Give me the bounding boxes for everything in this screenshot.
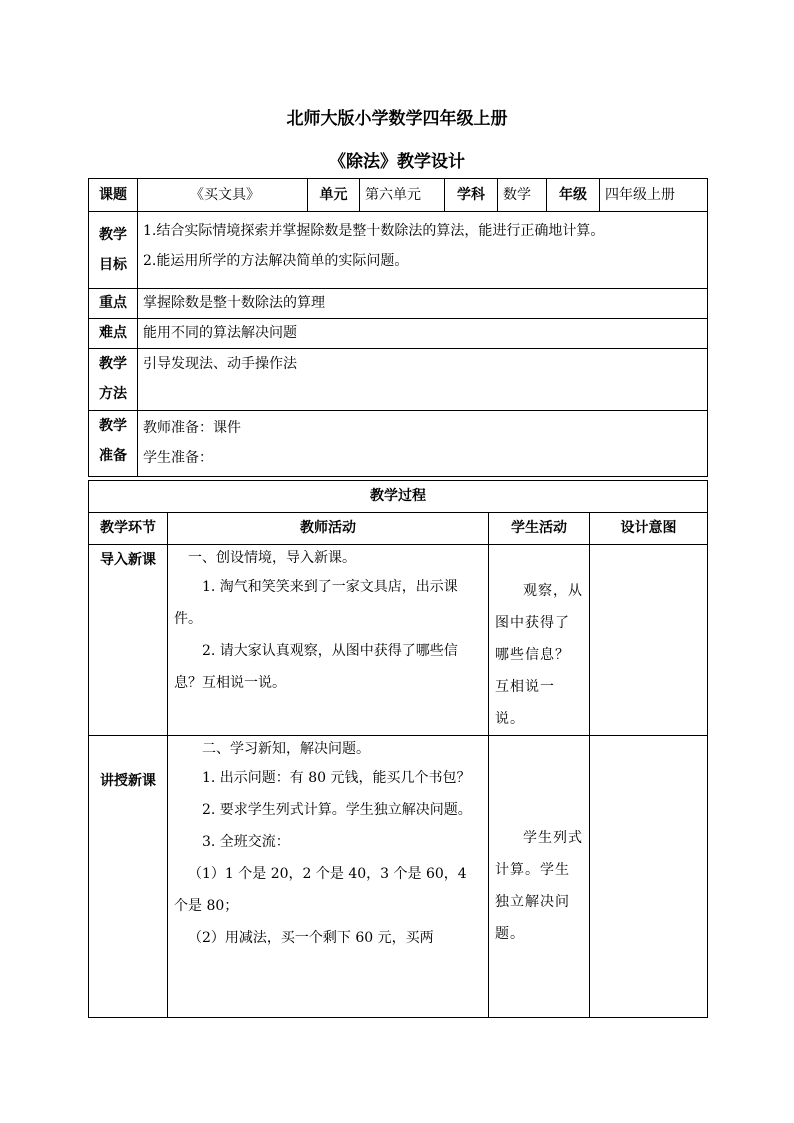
document-title: 北师大版小学数学四年级上册: [286, 109, 508, 129]
topic-label: 课题: [89, 179, 138, 212]
difficulty-value: 能用不同的算法解决问题: [138, 319, 708, 349]
difficulty-label: 难点: [89, 319, 138, 349]
teacher-line: 3. 全班交流：: [202, 834, 290, 850]
student-preparation: 学生准备：: [143, 450, 213, 466]
teaching-process-table: [88, 480, 708, 1018]
preparation-label-line1: 教学: [99, 418, 127, 434]
teacher-activity-new-lesson: [168, 736, 489, 1018]
design-intent-intro: [590, 545, 708, 736]
process-row: [89, 736, 708, 1018]
process-title: 教学过程: [89, 481, 708, 513]
student-activity-text: 观察，从图中获得了哪些信息？互相说一说。: [495, 583, 583, 727]
goal-label-line1: 教学: [99, 227, 127, 243]
teacher-line: 二、学习新知，解决问题。: [202, 741, 370, 757]
method-label: [89, 349, 138, 411]
topic-value: 《买文具》: [138, 179, 308, 212]
method-label-line2: 方法: [99, 386, 127, 402]
key-point-label: 重点: [89, 289, 138, 319]
teacher-line: 2. 请大家认真观察，从图中获得了哪些信息？互相说一说。: [174, 643, 458, 691]
document-subtitle: 《除法》教学设计: [329, 152, 465, 172]
method-value: 引导发现法、动手操作法: [138, 349, 708, 411]
preparation-label-line2: 准备: [99, 448, 127, 464]
teacher-preparation: 教师准备：课件: [143, 420, 241, 436]
grade-label: 年级: [547, 179, 600, 212]
design-intent-new-lesson: [590, 736, 708, 1018]
subject-label: 学科: [445, 179, 498, 212]
header-teacher-activity: 教师活动: [168, 513, 489, 545]
student-activity-new-lesson: [489, 736, 590, 1018]
unit-label: 单元: [308, 179, 360, 212]
header-student-activity: 学生活动: [489, 513, 590, 545]
teacher-line: 1. 淘气和笑笑来到了一家文具店，出示课件。: [174, 579, 458, 627]
preparation-label: [89, 411, 138, 477]
header-stage: 教学环节: [89, 513, 168, 545]
stage-new-lesson: 讲授新课: [89, 736, 168, 1018]
goal-label: [89, 212, 138, 289]
teacher-line: 2. 要求学生列式计算。学生独立解决问题。: [202, 802, 472, 818]
goal-item-1: 1.结合实际情境探索并掌握除数是整十数除法的算法，能进行正确地计算。: [143, 223, 605, 239]
student-activity-text: 学生列式计算。学生独立解决问题。: [495, 830, 583, 942]
key-point-value: 掌握除数是整十数除法的算理: [138, 289, 708, 319]
method-label-line1: 教学: [99, 356, 127, 372]
process-row: [89, 545, 708, 736]
stage-intro: 导入新课: [89, 545, 168, 736]
goal-label-line2: 目标: [99, 257, 127, 273]
teacher-line: （1）1 个是 20，2 个是 40，3 个是 60，4 个是 80；: [174, 866, 467, 914]
subject-value: 数学: [498, 179, 547, 212]
teacher-line: 1. 出示问题：有 80 元钱，能买几个书包？: [202, 770, 471, 786]
teacher-line: 一、创设情境，导入新课。: [188, 550, 356, 566]
goal-item-2: 2.能运用所学的方法解决简单的实际问题。: [143, 253, 409, 269]
grade-value: 四年级上册: [600, 179, 708, 212]
unit-value: 第六单元: [360, 179, 445, 212]
teacher-line: （2）用减法，买一个剩下 60 元，买两: [188, 930, 434, 946]
header-design-intent: 设计意图: [590, 513, 708, 545]
lesson-info-table: [88, 178, 708, 477]
student-activity-intro: [489, 545, 590, 736]
teacher-activity-intro: [168, 545, 489, 736]
